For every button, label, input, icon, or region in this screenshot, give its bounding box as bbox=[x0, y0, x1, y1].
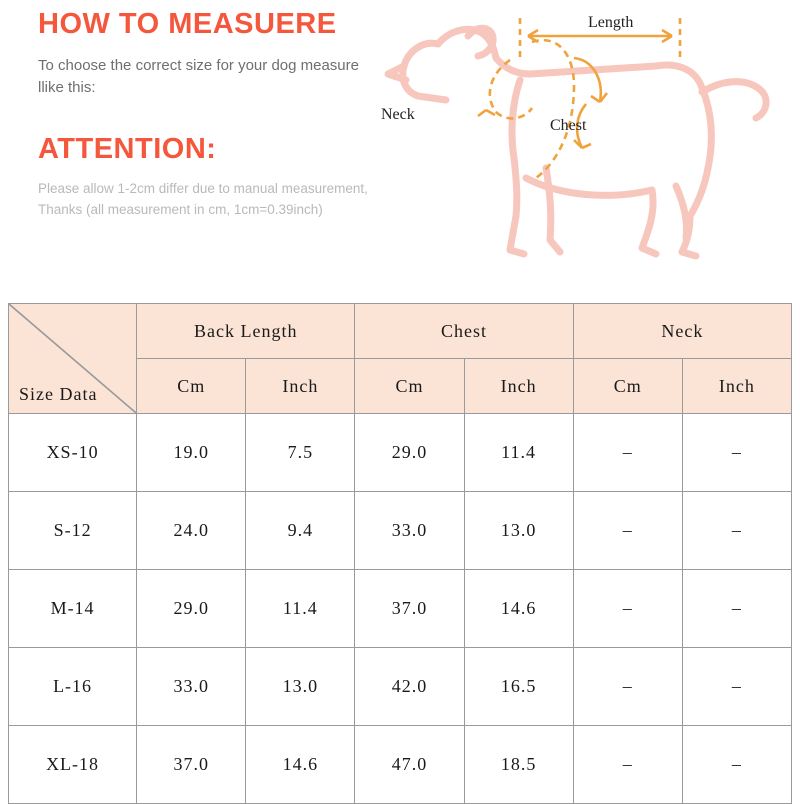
cell-neck-cm: – bbox=[573, 648, 682, 726]
size-chart-table-wrapper bbox=[8, 303, 792, 804]
intro-subtext: To choose the correct size for your dog measure llike this: bbox=[38, 57, 359, 96]
table-row bbox=[9, 726, 792, 804]
cell-neck-cm: – bbox=[573, 570, 682, 648]
cell-chest-inch: 16.5 bbox=[464, 648, 573, 726]
cell-back-cm: 37.0 bbox=[137, 726, 246, 804]
cell-neck-cm: – bbox=[573, 492, 682, 570]
dog-measurement-diagram bbox=[360, 0, 800, 300]
cell-neck-inch: – bbox=[682, 492, 791, 570]
cell-chest-cm: 29.0 bbox=[355, 414, 464, 492]
row-size-label: XL-18 bbox=[9, 726, 137, 804]
cell-back-inch: 14.6 bbox=[246, 726, 355, 804]
attention-line-1: Please allow 1-2cm differ due to manual measurement, bbox=[38, 181, 368, 196]
cell-chest-cm: 42.0 bbox=[355, 648, 464, 726]
cell-chest-cm: 33.0 bbox=[355, 492, 464, 570]
page-title: HOW TO MEASUERE bbox=[38, 8, 337, 40]
cell-back-inch: 13.0 bbox=[246, 648, 355, 726]
cell-neck-cm: – bbox=[573, 414, 682, 492]
cell-back-inch: 9.4 bbox=[246, 492, 355, 570]
intro-text-column bbox=[38, 8, 368, 220]
cell-neck-cm: – bbox=[573, 726, 682, 804]
cell-chest-cm: 47.0 bbox=[355, 726, 464, 804]
cell-back-cm: 19.0 bbox=[137, 414, 246, 492]
header-unit-neck-inch: Inch bbox=[682, 359, 791, 414]
diagram-label-length: Length bbox=[588, 14, 634, 31]
row-size-label: L-16 bbox=[9, 648, 137, 726]
cell-back-cm: 24.0 bbox=[137, 492, 246, 570]
cell-chest-inch: 18.5 bbox=[464, 726, 573, 804]
dog-illustration-svg bbox=[360, 0, 800, 300]
corner-label: Size Data bbox=[19, 384, 98, 404]
table-row bbox=[9, 492, 792, 570]
header-unit-neck-cm: Cm bbox=[573, 359, 682, 414]
header-unit-chest-inch: Inch bbox=[464, 359, 573, 414]
cell-back-cm: 33.0 bbox=[137, 648, 246, 726]
corner-cell bbox=[9, 304, 137, 414]
table-row bbox=[9, 648, 792, 726]
cell-chest-inch: 14.6 bbox=[464, 570, 573, 648]
row-size-label: M-14 bbox=[9, 570, 137, 648]
cell-back-cm: 29.0 bbox=[137, 570, 246, 648]
row-size-label: XS-10 bbox=[9, 414, 137, 492]
cell-chest-inch: 11.4 bbox=[464, 414, 573, 492]
header-chest: Chest bbox=[355, 304, 573, 359]
header-unit-chest-cm: Cm bbox=[355, 359, 464, 414]
attention-line-2: Thanks (all measurement in cm, 1cm=0.39inch) bbox=[38, 202, 323, 217]
header-unit-back-cm: Cm bbox=[137, 359, 246, 414]
diagram-label-neck: Neck bbox=[381, 106, 415, 123]
table-header-groups bbox=[9, 304, 792, 359]
cell-back-inch: 7.5 bbox=[246, 414, 355, 492]
row-size-label: S-12 bbox=[9, 492, 137, 570]
cell-neck-inch: – bbox=[682, 570, 791, 648]
header-unit-back-inch: Inch bbox=[246, 359, 355, 414]
diagram-label-chest: Chest bbox=[550, 117, 587, 134]
header-neck: Neck bbox=[573, 304, 791, 359]
cell-neck-inch: – bbox=[682, 726, 791, 804]
cell-chest-inch: 13.0 bbox=[464, 492, 573, 570]
table-row bbox=[9, 414, 792, 492]
size-chart-table bbox=[8, 303, 792, 804]
cell-neck-inch: – bbox=[682, 414, 791, 492]
cell-neck-inch: – bbox=[682, 648, 791, 726]
intro-section bbox=[0, 0, 800, 300]
table-row bbox=[9, 570, 792, 648]
cell-back-inch: 11.4 bbox=[246, 570, 355, 648]
attention-title: ATTENTION: bbox=[38, 133, 217, 165]
header-back-length: Back Length bbox=[137, 304, 355, 359]
cell-chest-cm: 37.0 bbox=[355, 570, 464, 648]
